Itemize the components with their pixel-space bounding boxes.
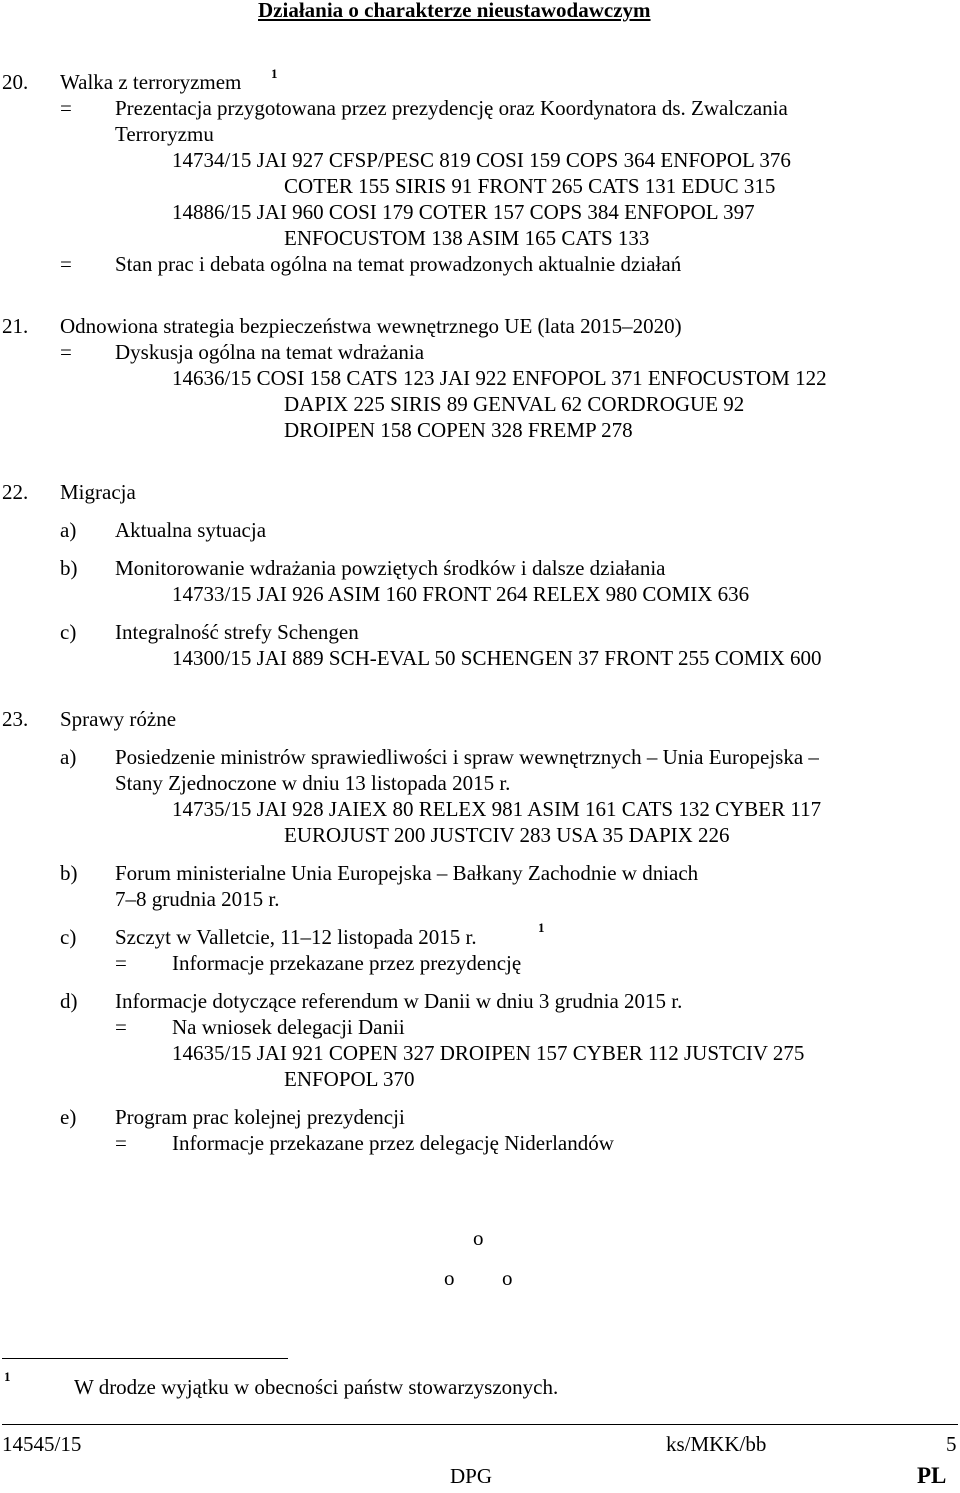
- sub-item-note: Na wniosek delegacji Danii: [172, 1015, 405, 1039]
- item-sub-line: Prezentacja przygotowana przez prezydencję oraz Koordynatora ds. Zwalczania: [115, 96, 788, 120]
- footnote-divider: [2, 1358, 288, 1359]
- doc-reference: 14886/15 JAI 960 COSI 179 COTER 157 COPS 384 ENFOPOL 397: [172, 200, 755, 224]
- item-number: 20.: [2, 70, 29, 94]
- item-title: Sprawy różne: [60, 707, 177, 731]
- sub-item-text: Posiedzenie ministrów sprawiedliwości i spraw wewnętrznych – Unia Europejska –: [115, 745, 819, 769]
- section-heading: Działania o charakterze nieustawodawczym: [258, 0, 651, 22]
- equals-marker: =: [115, 951, 127, 975]
- footer-department: DPG: [450, 1464, 493, 1488]
- doc-reference: EUROJUST 200 JUSTCIV 283 USA 35 DAPIX 226: [284, 823, 730, 847]
- doc-reference: 14734/15 JAI 927 CFSP/PESC 819 COSI 159 COPS 364 ENFOPOL 376: [172, 148, 791, 172]
- item-number: 21.: [2, 314, 29, 338]
- doc-reference: ENFOPOL 370: [284, 1067, 415, 1091]
- footnote-ref: 1: [271, 66, 278, 81]
- sub-item-text: Program prac kolejnej prezydencji: [115, 1105, 405, 1129]
- doc-reference: 14300/15 JAI 889 SCH-EVAL 50 SCHENGEN 37 FRONT 255 COMIX 600: [172, 646, 822, 670]
- equals-marker: =: [115, 1131, 127, 1155]
- sub-item-label: c): [60, 925, 77, 949]
- sub-item-text: Forum ministerialne Unia Europejska – Bałkany Zachodnie w dniach: [115, 861, 699, 885]
- item-title: Walka z terroryzmem: [60, 70, 242, 94]
- item-sub-line: Stan prac i debata ogólna na temat prowadzonych aktualnie działań: [115, 252, 682, 276]
- item-sub-line-cont: Terroryzmu: [115, 122, 214, 146]
- footnote-ref: 1: [538, 920, 545, 935]
- sub-item-note: Informacje przekazane przez prezydencję: [172, 951, 522, 975]
- doc-reference: 14735/15 JAI 928 JAIEX 80 RELEX 981 ASIM 161 CATS 132 CYBER 117: [172, 797, 822, 821]
- sub-item-label: d): [60, 989, 78, 1013]
- equals-marker: =: [60, 340, 72, 364]
- doc-reference: ENFOCUSTOM 138 ASIM 165 CATS 133: [284, 226, 650, 250]
- sub-item-label: e): [60, 1105, 77, 1129]
- footer-initials: ks/MKK/bb: [666, 1432, 767, 1456]
- footnote-text: W drodze wyjątku w obecności państw stowarzyszonych.: [74, 1375, 559, 1399]
- item-number: 22.: [2, 480, 29, 504]
- sub-item-text: Aktualna sytuacja: [115, 518, 267, 542]
- doc-reference: DAPIX 225 SIRIS 89 GENVAL 62 CORDROGUE 92: [284, 392, 745, 416]
- item-number: 23.: [2, 707, 29, 731]
- doc-reference: COTER 155 SIRIS 91 FRONT 265 CATS 131 EDUC 315: [284, 174, 776, 198]
- doc-reference: 14733/15 JAI 926 ASIM 160 FRONT 264 RELEX 980 COMIX 636: [172, 582, 750, 606]
- separator-mark: o: [473, 1226, 484, 1250]
- sub-item-text: Informacje dotyczące referendum w Danii w dniu 3 grudnia 2015 r.: [115, 989, 683, 1013]
- sub-item-text: Integralność strefy Schengen: [115, 620, 359, 644]
- doc-reference: 14636/15 COSI 158 CATS 123 JAI 922 ENFOPOL 371 ENFOCUSTOM 122: [172, 366, 827, 390]
- sub-item-text-cont: 7–8 grudnia 2015 r.: [115, 887, 280, 911]
- item-title: Migracja: [60, 480, 136, 504]
- doc-reference: 14635/15 JAI 921 COPEN 327 DROIPEN 157 CYBER 112 JUSTCIV 275: [172, 1041, 805, 1065]
- footer-divider: [2, 1424, 958, 1425]
- footer-page-number: 5: [946, 1432, 957, 1456]
- equals-marker: =: [115, 1015, 127, 1039]
- sub-item-label: a): [60, 518, 77, 542]
- equals-marker: =: [60, 252, 72, 276]
- separator-mark: o: [502, 1266, 513, 1290]
- footer-language: PL: [917, 1463, 947, 1488]
- separator-mark: o: [444, 1266, 455, 1290]
- doc-reference: DROIPEN 158 COPEN 328 FREMP 278: [284, 418, 633, 442]
- sub-item-label: c): [60, 620, 77, 644]
- footer-doc-number: 14545/15: [2, 1432, 82, 1456]
- item-title: Odnowiona strategia bezpieczeństwa wewnętrznego UE (lata 2015–2020): [60, 314, 682, 338]
- item-sub-line: Dyskusja ogólna na temat wdrażania: [115, 340, 425, 364]
- sub-item-note: Informacje przekazane przez delegację Niderlandów: [172, 1131, 614, 1155]
- sub-item-label: a): [60, 745, 77, 769]
- equals-marker: =: [60, 96, 72, 120]
- sub-item-label: b): [60, 556, 78, 580]
- sub-item-text-cont: Stany Zjednoczone w dniu 13 listopada 2015 r.: [115, 771, 511, 795]
- sub-item-text: Szczyt w Valletcie, 11–12 listopada 2015 r.: [115, 925, 477, 949]
- footnote-marker: 1: [4, 1369, 11, 1384]
- sub-item-text: Monitorowanie wdrażania powziętych środków i dalsze działania: [115, 556, 666, 580]
- sub-item-label: b): [60, 861, 78, 885]
